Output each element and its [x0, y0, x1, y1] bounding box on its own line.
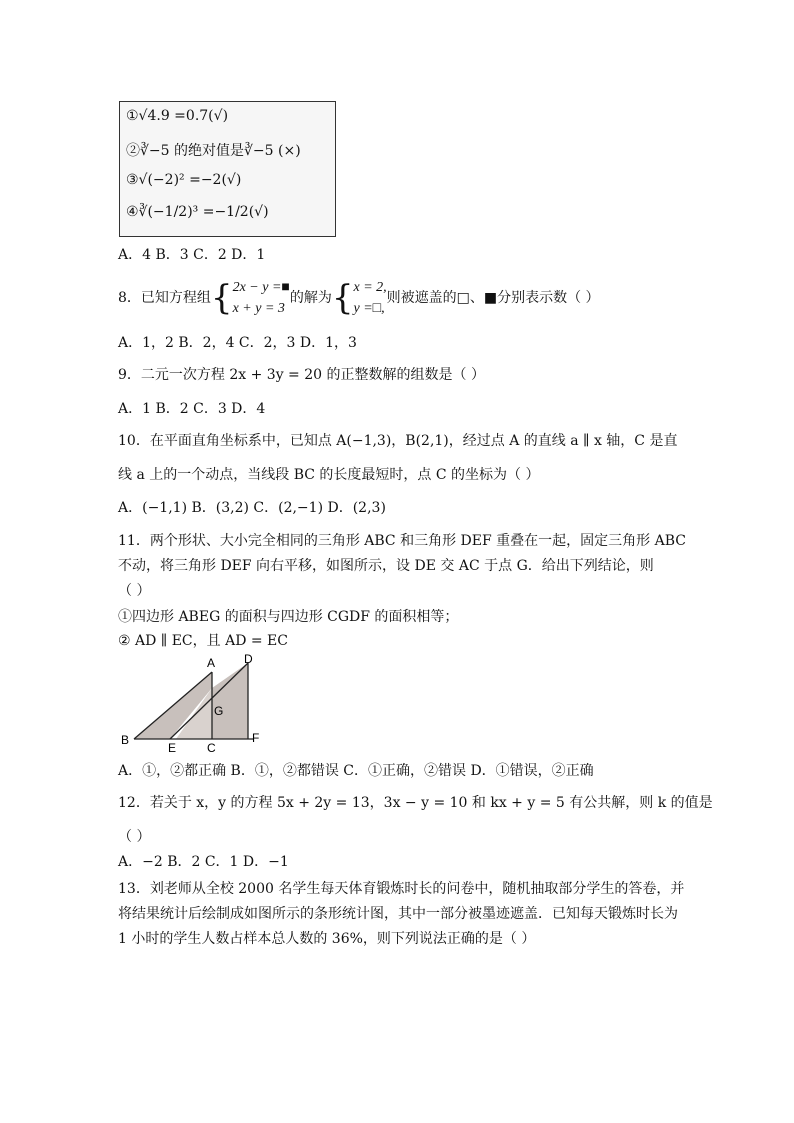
q11-triangle-figure [118, 653, 268, 753]
q8-mid: 的解为 [289, 290, 332, 306]
q8-stem [118, 276, 600, 320]
q8-sol1: x = 2, [353, 280, 387, 295]
q11-line2: 不动，将三角形 DEF 向右平移，如图所示，设 DE 交 AC 于点 G．给出下列结论，则 [118, 558, 654, 574]
label-f: F [252, 731, 260, 745]
q10-line1: 10．在平面直角坐标系中，已知点 A(−1,3)，B(2,1)，经过点 A 的直线 a ∥ x 轴，C 是直 [118, 433, 678, 449]
q12-options: A．−2 B．2 C．1 D．−1 [118, 854, 289, 870]
label-g: G [214, 704, 224, 718]
statements-box [119, 101, 336, 237]
label-e: E [168, 741, 177, 753]
q11-conclusion-2: ② AD ∥ EC，且 AD = EC [118, 633, 288, 649]
q13-line3: 1 小时的学生人数占样本总人数的 36%，则下列说法正确的是（ ） [118, 931, 536, 947]
q8-solution: {x = 2, y =□, [331, 278, 387, 318]
q10-line2: 线 a 上的一个动点，当线段 BC 的长度最短时，点 C 的坐标为（ ） [118, 467, 540, 483]
q12-line1: 12．若关于 x，y 的方程 5x + 2y = 13，3x − y = 10 和 kx + y = 5 有公共解，则 k 的值是 [118, 795, 713, 811]
label-d: D [244, 653, 253, 666]
q8-system: {2x − y =■ x + y = 3 [210, 278, 290, 318]
q13-line1: 13．刘老师从全校 2000 名学生每天体育锻炼时长的问卷中，随机抽取部分学生的答卷，并 [118, 881, 685, 897]
q11-line1: 11．两个形状、大小完全相同的三角形 ABC 和三角形 DEF 重叠在一起，固定三角形 ABC [118, 533, 686, 549]
q8-eq2: x + y = 3 [232, 301, 285, 316]
q8-eq1: 2x − y =■ [232, 280, 290, 295]
label-c: C [207, 741, 216, 753]
statement-1: ①√4.9 =0.7(√) [126, 108, 229, 124]
label-b: B [121, 733, 130, 747]
q9-stem: 9．二元一次方程 2x + 3y = 20 的正整数解的组数是（ ） [118, 367, 485, 383]
q11-line3: （ ） [118, 583, 151, 599]
q13-line2: 将结果统计后绘制成如图所示的条形统计图，其中一部分被墨迹遮盖．已知每天锻炼时长为 [118, 906, 678, 922]
statement-4: ④∛(−1/2)³ =−1/2(√) [126, 204, 269, 220]
q9-options: A．1 B．2 C．3 D．4 [118, 401, 266, 417]
q12-line2: （ ） [118, 829, 151, 845]
label-a: A [207, 656, 216, 670]
q8-prefix: 8．已知方程组 [118, 290, 211, 306]
q7-options: A．4 B．3 C．2 D．1 [118, 247, 266, 263]
q11-options: A．①，②都正确 B．①，②都错误 C．①正确，②错误 D．①错误，②正确 [118, 763, 594, 779]
triangle-def-shaded [212, 663, 248, 739]
q8-suffix: 则被遮盖的□、■分别表示数（ ） [386, 290, 600, 306]
q8-options: A．1，2 B．2，4 C．2，3 D．1，3 [118, 335, 357, 351]
statement-2: ②∛−5 的绝对值是∛−5 (×) [126, 143, 301, 159]
q8-sol2: y =□, [353, 301, 385, 316]
q11-conclusion-1: ①四边形 ABEG 的面积与四边形 CGDF 的面积相等； [118, 609, 459, 625]
q10-options: A．(−1,1) B．(3,2) C．(2,−1) D．(2,3) [118, 500, 386, 516]
statement-3: ③√(−2)² =−2(√) [126, 172, 242, 188]
